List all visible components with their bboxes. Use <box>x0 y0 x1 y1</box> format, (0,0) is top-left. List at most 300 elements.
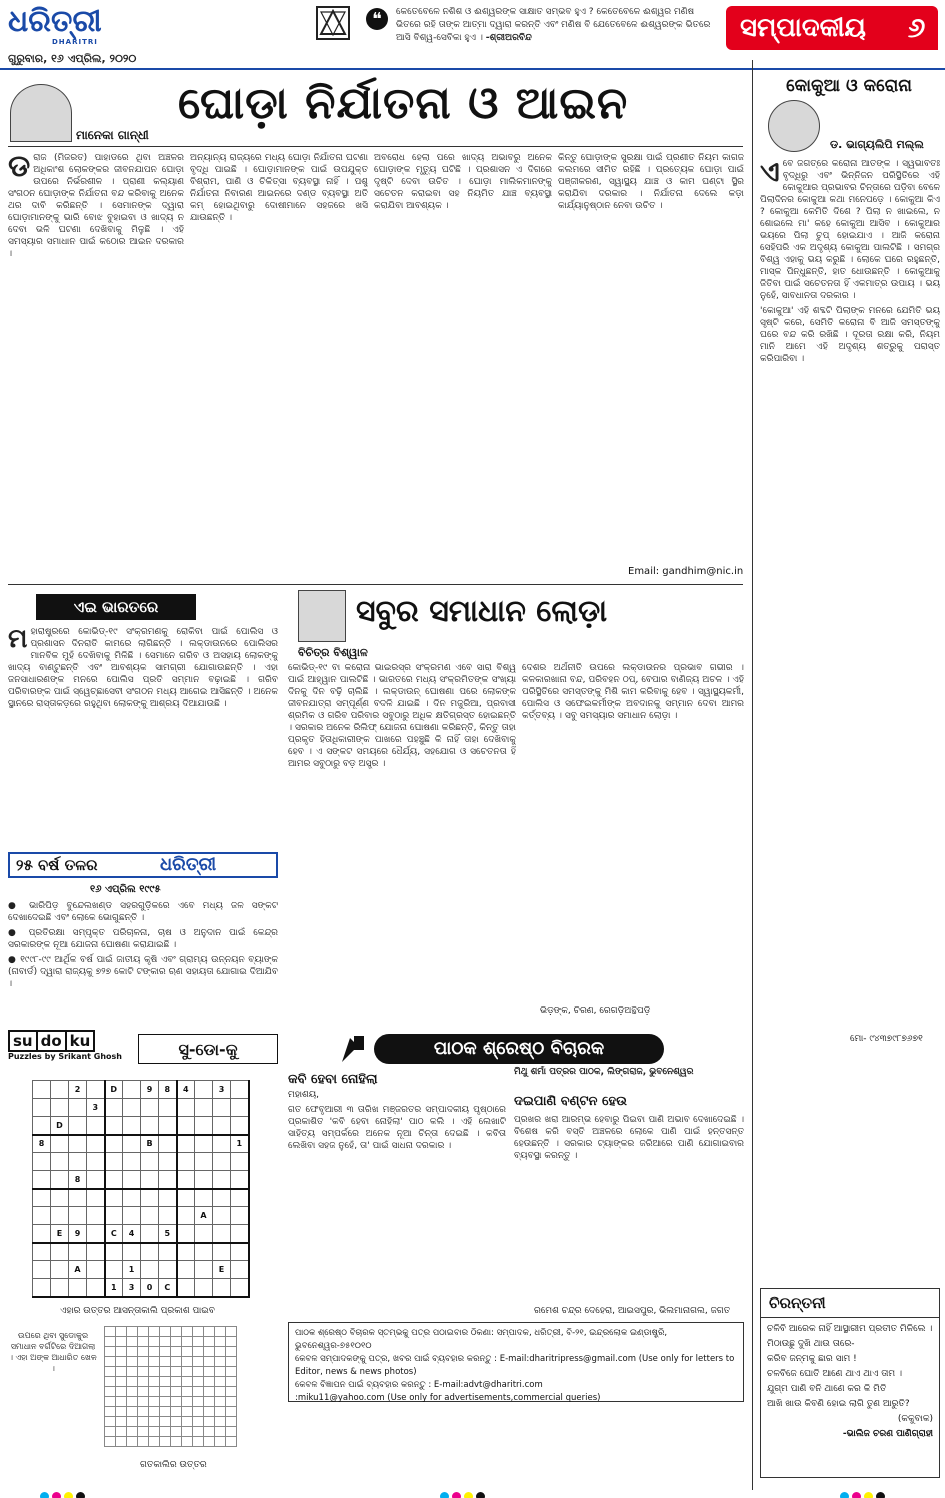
footer-email-1: କେବଳ ସମ୍ପାଦକଙ୍କୁ ପତ୍ର, ଖବର ପାଇଁ ବ୍ୟବହାର କରନ୍ତୁ : E-mail:dharitripress@gmail.com (Use only for letters to Editor, news & news photos) <box>295 1354 735 1377</box>
sudoku-solution-label: ଗତକାଲିର ଉତ୍ତର <box>140 1460 207 1470</box>
yellow-dot-icon <box>864 1492 873 1498</box>
solution-cell <box>116 1427 127 1437</box>
emblem-icon <box>316 6 350 40</box>
editorial-email: Email: gandhim@nic.in <box>628 566 744 577</box>
sudoku-cell <box>69 1135 87 1153</box>
sudoku-cell <box>105 1171 123 1189</box>
sudoku-cell <box>33 1225 51 1243</box>
solution-cell <box>204 1327 215 1337</box>
solution-cell <box>215 1377 226 1387</box>
quote-author: -ଶ୍ରୀଅରବିନ୍ଦ <box>485 33 532 43</box>
sudoku-cell <box>87 1225 105 1243</box>
solution-row <box>105 1337 237 1347</box>
section-badge: ସମ୍ପାଦକୀୟ <box>726 6 938 50</box>
solution-cell <box>138 1437 149 1447</box>
cyan-dot-icon <box>440 1492 449 1498</box>
solution-cell <box>193 1437 204 1447</box>
sudoku-cell <box>105 1189 123 1207</box>
sudoku-cell <box>51 1261 69 1279</box>
solution-cell <box>171 1357 182 1367</box>
solution-cell <box>215 1437 226 1447</box>
solution-cell <box>116 1397 127 1407</box>
column-sign: ଭିଡ଼ଙ୍କ, ଚିରଣ, ରେଗଡ଼ିଅନ୍ଥିପଡ଼ି <box>540 1006 651 1016</box>
solution-cell <box>171 1437 182 1447</box>
solution-cell <box>105 1337 116 1347</box>
sudoku-cell <box>87 1153 105 1171</box>
date-line: ଗୁରୁବାର, ୧୬ ଏପ୍ରିଲ, ୨୦୨୦ <box>8 52 137 65</box>
solution-row <box>105 1387 237 1397</box>
sudoku-cell <box>159 1189 177 1207</box>
archive-title: ୨୫ ବର୍ଷ ତଳର <box>16 856 98 874</box>
solution-cell <box>160 1357 171 1367</box>
sudoku-cell <box>159 1207 177 1225</box>
sudoku-cell <box>33 1117 51 1135</box>
solution-cell <box>138 1417 149 1427</box>
letter-2-sign: ରମେଶ ଚନ୍ଦ୍ର ଦେହେରା, ଆଇସପୁର, ଭିଲମାନାଗଲ, ଜଗତ <box>534 1306 731 1316</box>
solution-cell <box>171 1427 182 1437</box>
sudoku-row <box>33 1135 249 1153</box>
yellow-dot-icon <box>464 1492 473 1498</box>
solution-cell <box>127 1337 138 1347</box>
solution-cell <box>127 1407 138 1417</box>
solution-cell <box>215 1367 226 1377</box>
newspaper-logo: ଧରିତ୍ରୀ <box>8 4 102 39</box>
sudoku-row <box>33 1117 249 1135</box>
solution-cell <box>105 1367 116 1377</box>
quote-text: କେତେବେଳେ ନଶିଶ ଓ ଈଶ୍ୱରଙ୍କ ସାକ୍ଷାତ ସମ୍ଭବ ହୁଏ ? କେତେବେଳେ ଈଶ୍ୱର ମଣିଷ ଭିତରେ ରହି ତାଙ୍କ ଆତ୍ମା ଦ୍ୱାରା କରନ୍ତି ଏବଂ ମଣିଷ ବି ଯେତେବେଳେ ଈଶ୍ୱରଙ୍କ ଭିତରେ ଆସି ବିଶ୍ୱ-ସେବିକା ହୁଏ । <box>396 7 711 43</box>
solution-cell <box>149 1437 160 1447</box>
solution-cell <box>182 1357 193 1367</box>
page-number: ୬ <box>907 11 926 44</box>
sudoku-cell <box>51 1081 69 1099</box>
masthead <box>0 0 945 68</box>
solution-cell <box>127 1397 138 1407</box>
solution-cell <box>171 1397 182 1407</box>
sudoku-cell <box>123 1099 141 1117</box>
editorial-author: ମାନେକା ଗାନ୍ଧୀ <box>76 128 149 142</box>
sudoku-cell <box>105 1207 123 1225</box>
solution-cell <box>105 1377 116 1387</box>
solution-cell <box>171 1347 182 1357</box>
solution-cell <box>138 1427 149 1437</box>
sudoku-board <box>32 1080 250 1298</box>
solution-row <box>105 1367 237 1377</box>
solution-cell <box>204 1337 215 1347</box>
sudoku-cell <box>159 1153 177 1171</box>
solution-cell <box>182 1427 193 1437</box>
letter-2-title: ଦଇପାଣି ବଣ୍ଟନ ହେଉ <box>514 1094 627 1109</box>
solution-cell <box>105 1387 116 1397</box>
chirantani-source: (କକୁବାକ) <box>897 1414 933 1424</box>
sudoku-cell <box>213 1243 231 1261</box>
solution-cell <box>149 1427 160 1437</box>
sudoku-cell: C <box>105 1225 123 1243</box>
column-author: ବିଚିତ୍ର ବିଶ୍ୱାଳ <box>298 646 368 659</box>
solution-cell <box>138 1337 149 1347</box>
quote-box <box>366 6 711 54</box>
solution-cell <box>138 1397 149 1407</box>
sudoku-cell: 0 <box>141 1279 159 1297</box>
sudoku-cell <box>69 1117 87 1135</box>
solution-cell <box>160 1387 171 1397</box>
editorial-column-1 <box>8 152 184 582</box>
chirantani-line: ଆଖି ଖାଉ କିବଣି ହୋଇ ଲାଗି ତୁଣ ଆରୁତି? <box>767 1399 910 1409</box>
solution-cell <box>215 1387 226 1397</box>
solution-cell <box>226 1387 237 1397</box>
sudoku-cell <box>213 1207 231 1225</box>
solution-cell <box>149 1367 160 1377</box>
sudoku-cell <box>195 1279 213 1297</box>
sudoku-cell <box>231 1225 249 1243</box>
sudoku-solution-grid <box>104 1326 237 1447</box>
sudoku-cell <box>87 1117 105 1135</box>
sudoku-cell <box>231 1207 249 1225</box>
drop-cap: ଡ <box>8 152 31 184</box>
solution-row <box>105 1417 237 1427</box>
sudoku-cell <box>51 1135 69 1153</box>
sudoku-cell <box>33 1081 51 1099</box>
sudoku-cell <box>195 1153 213 1171</box>
solution-cell <box>182 1407 193 1417</box>
sudoku-cell <box>159 1099 177 1117</box>
solution-cell <box>149 1357 160 1367</box>
sudoku-cell <box>105 1243 123 1261</box>
letter-2-body: ପ୍ରଖର ଖରା ଆରମ୍ଭ ହେବାରୁ ପିଇବା ପାଣି ଅଭାବ ଦେଖାଦେଇଛି । ବିଶେଷ କରି ବସ୍ତି ଅଞ୍ଚଳରେ ଲୋକେ ପାଣି ପାଇଁ ହନ୍ତସନ୍ତ ହେଉଛନ୍ତି । ସରକାର ଟ୍ୟାଙ୍କର ଜରିଆରେ ପାଣି ଯୋଗାଇବାର ବ୍ୟବସ୍ଥା କରନ୍ତୁ । <box>514 1115 744 1161</box>
column-author-photo <box>298 590 346 642</box>
sudoku-cell <box>87 1081 105 1099</box>
solution-cell <box>127 1347 138 1357</box>
solution-row <box>105 1397 237 1407</box>
solution-cell <box>116 1437 127 1447</box>
sudoku-cell <box>33 1189 51 1207</box>
sudoku-row <box>33 1261 249 1279</box>
solution-cell <box>116 1367 127 1377</box>
sudoku-cell <box>69 1279 87 1297</box>
solution-cell <box>149 1397 160 1407</box>
sudoku-cell <box>123 1117 141 1135</box>
solution-cell <box>105 1397 116 1407</box>
sudoku-cell <box>195 1171 213 1189</box>
sudoku-cell <box>69 1153 87 1171</box>
archive-item: ● ଭାରିପିଡ଼ ବୁନ୍ଦେଲଖଣ୍ଡ ସହରଗୁଡ଼ିକରେ ଏବେ ମଧ୍ୟ ଜଳ ସଙ୍କଟ ଦେଖାଦେଇଛି ଏବଂ ଲୋକେ ଭୋଗୁଛନ୍ତି । <box>8 901 278 923</box>
quote-mark-icon: ❝ <box>366 8 388 30</box>
sudoku-cell <box>87 1279 105 1297</box>
footer-email-2: କେବଳ ବିଜ୍ଞାପନ ପାଇଁ ବ୍ୟବହାର କରନ୍ତୁ : E-mail:advt@dharitri.com <box>295 1380 543 1390</box>
sudoku-cell <box>51 1153 69 1171</box>
sudoku-cell <box>141 1243 159 1261</box>
solution-cell <box>193 1337 204 1347</box>
solution-cell <box>160 1437 171 1447</box>
solution-cell <box>160 1327 171 1337</box>
solution-cell <box>105 1417 116 1427</box>
sudoku-solution-board <box>104 1326 237 1447</box>
sudoku-cell <box>195 1117 213 1135</box>
sudoku-cell <box>105 1153 123 1171</box>
sudoku-cell: 4 <box>177 1081 195 1099</box>
solution-row <box>105 1357 237 1367</box>
sudoku-logo-part: ku <box>67 1030 96 1052</box>
solution-cell <box>149 1337 160 1347</box>
sudoku-cell <box>231 1171 249 1189</box>
sudoku-cell <box>141 1099 159 1117</box>
sudoku-cell: 8 <box>159 1081 177 1099</box>
side-article-text-2: 'କୋକୁଆ' ଏହି ଶବ୍ଦଟି ପିଲାଙ୍କ ମନରେ ଯେମିତି ଭୟ ସୃଷ୍ଟି କରେ, ସେମିତି କରୋନା ବି ଆଜି ସମସ୍ତଙ୍କୁ ଘରେ ବନ୍ଦ କରି ରଖିଛି । ଦୂରତା ରକ୍ଷା କରି, ନିୟମ ମାନି ଆମେ ଏହି ଅଦୃଶ୍ୟ ଶତ୍ରୁକୁ ପରାସ୍ତ କରିପାରିବା । <box>760 306 940 364</box>
sudoku-cell <box>87 1135 105 1153</box>
sudoku-cell <box>105 1261 123 1279</box>
solution-cell <box>204 1437 215 1447</box>
solution-cell <box>193 1347 204 1357</box>
solution-cell <box>138 1327 149 1337</box>
editorial-body-2: ଅନ୍ୟାନ୍ୟ ରାଜ୍ୟରେ ମଧ୍ୟ ଘୋଡ଼ା ନିର୍ଯାତନା ଘଟଣା ବୃଦ୍ଧି ପାଇଛି । ଘୋଡ଼ାମାନଙ୍କ ପାଇଁ ଉପଯୁକ୍ତ ବିଶ୍ରାମ, ପାଣି ଓ ଚିକିତ୍ସା ବ୍ୟବସ୍ଥା ନାହିଁ । ପଶୁ ନିର୍ଯାତନା ନିବାରଣ ଆଇନରେ ଦଣ୍ଡ ବ୍ୟବସ୍ଥା ଅତି କମ୍ ହୋଇଥିବାରୁ ଦୋଷୀମାନେ ସହଜରେ ଖସି ଯାଉଛନ୍ତି । <box>190 153 368 223</box>
solution-cell <box>215 1337 226 1347</box>
solution-cell <box>127 1437 138 1447</box>
solution-cell <box>138 1377 149 1387</box>
sudoku-cell <box>33 1153 51 1171</box>
sudoku-cell <box>123 1207 141 1225</box>
solution-cell <box>149 1377 160 1387</box>
sudoku-cell <box>123 1243 141 1261</box>
sudoku-row <box>33 1171 249 1189</box>
sudoku-cell: 2 <box>69 1081 87 1099</box>
sudoku-cell <box>123 1081 141 1099</box>
sudoku-cell <box>177 1135 195 1153</box>
sudoku-cell <box>141 1225 159 1243</box>
sudoku-row <box>33 1099 249 1117</box>
sudoku-cell <box>105 1135 123 1153</box>
solution-cell <box>226 1357 237 1367</box>
sudoku-grid <box>32 1080 250 1298</box>
sudoku-cell <box>51 1279 69 1297</box>
solution-cell <box>138 1357 149 1367</box>
solution-cell <box>160 1427 171 1437</box>
solution-cell <box>105 1437 116 1447</box>
chirantani-line: ଯୁଗ୍ମ ପାଣି ବନି ଥାଣେ କର କି ମିତି <box>767 1384 887 1394</box>
sudoku-cell <box>123 1171 141 1189</box>
solution-cell <box>127 1327 138 1337</box>
solution-cell <box>193 1377 204 1387</box>
sudoku-cell <box>33 1171 51 1189</box>
solution-cell <box>182 1387 193 1397</box>
column-body-1: କୋଭିଡ୍-୧୯ ବା କରୋନା ଭାଇରସ୍ର ସଂକ୍ରମଣ ଏବେ ସାରା ବିଶ୍ୱ ପାଇଁ ଆହ୍ୱାନ ପାଲଟିଛି । ଭାରତରେ ମଧ୍ୟ ସଂକ୍ରମିତଙ୍କ ସଂଖ୍ୟା ଦିନକୁ ଦିନ ବଢ଼ି ଚାଲିଛି । ଲକ୍ଡାଉନ୍ ଘୋଷଣା ପରେ ଲୋକଙ୍କ ଜୀବନଯାତ୍ରା ସମ୍ପୂର୍ଣ୍ଣ ବଦଳି ଯାଇଛି । ଦିନ ମଜୁରିଆ, ପ୍ରବାସୀ ଶ୍ରମିକ ଓ ଗରିବ ପରିବାର ସବୁଠାରୁ ଅଧିକ କ୍ଷତିଗ୍ରସ୍ତ ହୋଇଛନ୍ତି । ସରକାର ଅନେକ ରିଲିଫ୍ ଯୋଜନା ଘୋଷଣା କରିଛନ୍ତି, କିନ୍ତୁ ତାହା ପ୍ରକୃତ ହିତାଧିକାରୀଙ୍କ ପାଖରେ ପହଞ୍ଚୁଛି କି ନାହିଁ ତାହା ଦେଖିବାକୁ ହେବ । ଏ ସଙ୍କଟ ସମୟରେ ଧୈର୍ଯ୍ୟ, ସହଯୋଗ ଓ ସଚେତନତା ହିଁ ଆମର ସବୁଠାରୁ ବଡ଼ ଅସ୍ତ୍ର । <box>288 663 516 769</box>
sudoku-cell <box>141 1117 159 1135</box>
sudoku-cell <box>213 1117 231 1135</box>
sudoku-cell: 8 <box>69 1171 87 1189</box>
solution-cell <box>193 1387 204 1397</box>
solution-cell <box>193 1427 204 1437</box>
solution-cell <box>226 1347 237 1357</box>
black-dot-icon <box>476 1492 485 1498</box>
chirantani-title: ଚିରନ୍ତନୀ <box>761 1289 939 1318</box>
sudoku-cell <box>177 1099 195 1117</box>
sudoku-cell <box>141 1171 159 1189</box>
sudoku-cell <box>141 1153 159 1171</box>
solution-cell <box>127 1417 138 1427</box>
sudoku-cell <box>177 1261 195 1279</box>
sudoku-cell <box>69 1207 87 1225</box>
sudoku-cell: 4 <box>123 1225 141 1243</box>
archive-item: ● ୧୯୯୮-୯୯ ଆର୍ଥିକ ବର୍ଷ ପାଇଁ ଜାତୀୟ କୃଷି ଏବଂ ଗ୍ରାମ୍ୟ ଉନ୍ନୟନ ବ୍ୟାଙ୍କ (ନାବାର୍ଡ) ଦ୍ୱାରା ରାଜ୍ୟକୁ ୭୨୭ କୋଟି ଟଙ୍କାର ଋଣ ସହାୟତା ଯୋଗାଇ ଦିଆଯିବ । <box>8 955 278 989</box>
solution-cell <box>160 1377 171 1387</box>
sudoku-cell <box>195 1261 213 1279</box>
sudoku-cell <box>123 1189 141 1207</box>
sudoku-cell: D <box>105 1081 123 1099</box>
sudoku-cell <box>213 1171 231 1189</box>
sudoku-cell: 1 <box>105 1279 123 1297</box>
solution-cell <box>138 1347 149 1357</box>
ei-bharatare-drop-cap: ମ <box>8 626 28 654</box>
chirantani-line: ମିଠାଉଛୁ ଦୁଖି ଥାଉ ତାରେ- <box>767 1339 855 1349</box>
sudoku-cell <box>141 1189 159 1207</box>
sudoku-cell <box>33 1261 51 1279</box>
sudoku-cell <box>87 1207 105 1225</box>
solution-cell <box>116 1377 127 1387</box>
sudoku-cell <box>141 1207 159 1225</box>
solution-cell <box>215 1407 226 1417</box>
solution-cell <box>160 1347 171 1357</box>
solution-cell <box>149 1327 160 1337</box>
solution-row <box>105 1407 237 1417</box>
solution-cell <box>171 1407 182 1417</box>
sudoku-cell: 9 <box>69 1225 87 1243</box>
solution-cell <box>138 1387 149 1397</box>
magenta-dot-icon <box>52 1492 61 1498</box>
solution-cell <box>215 1427 226 1437</box>
solution-cell <box>160 1407 171 1417</box>
sudoku-row <box>33 1207 249 1225</box>
solution-cell <box>204 1427 215 1437</box>
archive-item: ● ପ୍ରତିରକ୍ଷା ସମ୍ପୃକ୍ତ ପରିଚାଳନା, ଚାଷ ଓ ଅନୁଦାନ ପାଇଁ କେନ୍ଦ୍ର ସରକାରଙ୍କ ନୂଆ ଯୋଜନା ଘୋଷଣା କରାଯାଇଛି । <box>8 928 278 950</box>
solution-cell <box>160 1417 171 1427</box>
sudoku-cell: 3 <box>213 1081 231 1099</box>
solution-cell <box>105 1327 116 1337</box>
sudoku-cell <box>177 1153 195 1171</box>
sudoku-cell <box>69 1189 87 1207</box>
solution-cell <box>182 1437 193 1447</box>
solution-cell <box>193 1367 204 1377</box>
column-body-2: ଦେଶର ଅର୍ଥନୀତି ଉପରେ ଲକ୍ଡାଉନର ପ୍ରଭାବ ଗଭୀର । କଳକାରଖାନା ବନ୍ଦ, ପରିବହନ ଠପ୍, ବେପାର ବାଣିଜ୍ୟ ଅଚଳ । ଏହି ପରିସ୍ଥିତିରେ ସମସ୍ତଙ୍କୁ ମିଶି କାମ କରିବାକୁ ହେବ । ସ୍ୱାସ୍ଥ୍ୟକର୍ମୀ, ପୋଲିସ ଓ ସଫେଇକର୍ମୀଙ୍କ ଅବଦାନକୁ ସମ୍ମାନ ଦେବା ଆମର କର୍ତ୍ତବ୍ୟ । ସବୁ ସମସ୍ୟାର ସମାଧାନ ଲୋଡ଼ା । <box>522 663 744 721</box>
solution-cell <box>149 1417 160 1427</box>
archive-date: ୧୬ ଏପ୍ରିଲ ୧୯୯୫ <box>90 884 161 895</box>
sudoku-cell <box>159 1261 177 1279</box>
editorial-column-2 <box>190 152 368 582</box>
sudoku-cell <box>177 1225 195 1243</box>
magenta-dot-icon <box>452 1492 461 1498</box>
solution-cell <box>226 1337 237 1347</box>
sudoku-cell <box>159 1117 177 1135</box>
solution-row <box>105 1437 237 1447</box>
sudoku-row <box>33 1225 249 1243</box>
sudoku-cell <box>195 1243 213 1261</box>
sudoku-cell <box>33 1279 51 1297</box>
sudoku-cell <box>51 1207 69 1225</box>
solution-cell <box>193 1397 204 1407</box>
solution-cell <box>105 1357 116 1367</box>
sudoku-row <box>33 1279 249 1297</box>
sudoku-cell: E <box>51 1225 69 1243</box>
sudoku-cell <box>213 1153 231 1171</box>
sudoku-cell <box>177 1279 195 1297</box>
sudoku-credit: Puzzles by Srikant Ghosh <box>8 1052 122 1061</box>
editorial-column-3 <box>374 152 552 582</box>
sudoku-cell <box>69 1099 87 1117</box>
solution-cell <box>204 1377 215 1387</box>
solution-cell <box>204 1357 215 1367</box>
solution-cell <box>116 1347 127 1357</box>
archive-header <box>8 852 278 878</box>
sudoku-cell <box>213 1135 231 1153</box>
side-author-photo <box>768 100 820 152</box>
solution-cell <box>182 1337 193 1347</box>
sudoku-cell: B <box>141 1135 159 1153</box>
masthead-rule <box>0 68 945 70</box>
newspaper-logo-sub: DHARITRI <box>52 38 98 46</box>
author-photo <box>10 84 72 142</box>
editorial-column-4 <box>558 152 744 562</box>
archive-logo: ଧରିତ୍ରୀ <box>160 854 217 875</box>
solution-cell <box>182 1397 193 1407</box>
sudoku-cell <box>177 1117 195 1135</box>
solution-cell <box>171 1327 182 1337</box>
editorial-headline: ଘୋଡ଼ା ନିର୍ଯାତନା ଓ ଆଇନ <box>178 78 629 129</box>
solution-cell <box>193 1357 204 1367</box>
footer-address: ପାଠକ ଶ୍ରେଷ୍ଠ ବିଚାରକ ସ୍ତମ୍ଭକୁ ପତ୍ର ପଠାଇବାର ଠିକଣା: ସମ୍ପାଦକ, ଧରିତ୍ରୀ, ବି-୨୧, ଇନ୍ଦ୍ରଲୋକ ଇଣ୍ଡାଷ୍ଟ୍ରି, ଭୁବନେଶ୍ୱର-୭୫୧୦୧୦ <box>295 1328 668 1351</box>
solution-cell <box>226 1367 237 1377</box>
quill-icon <box>340 1034 366 1064</box>
sudoku-cell <box>33 1099 51 1117</box>
sudoku-cell: 3 <box>87 1099 105 1117</box>
solution-cell <box>226 1407 237 1417</box>
cyan-dot-icon <box>840 1492 849 1498</box>
solution-cell <box>226 1377 237 1387</box>
letter-1-sign: ମିଥୁ ଶର୍ମା ପତ୍ରର ପାଠକ, ଲିଙ୍ଗରାଜ, ଭୁବନେଶ୍ୱର <box>514 1067 694 1077</box>
letter-1-title: କବି ହେବା ନୋହିଲା <box>288 1072 378 1087</box>
column-headline: ସବୁର ସମାଧାନ ଲୋଡ଼ା <box>356 594 608 629</box>
solution-cell <box>171 1337 182 1347</box>
solution-cell <box>182 1377 193 1387</box>
sudoku-cell <box>213 1099 231 1117</box>
editorial-bottom-rule <box>8 584 743 585</box>
solution-cell <box>138 1367 149 1377</box>
solution-row <box>105 1427 237 1437</box>
sudoku-cell <box>105 1117 123 1135</box>
solution-cell <box>138 1407 149 1417</box>
sudoku-cell <box>177 1207 195 1225</box>
registration-marks <box>440 1486 488 1498</box>
sudoku-cell: 3 <box>123 1279 141 1297</box>
solution-cell <box>204 1347 215 1357</box>
sudoku-cell <box>159 1171 177 1189</box>
sudoku-cell <box>231 1153 249 1171</box>
chirantani-line: କରିବ ଜନ୍ମକୁ ଛାର ସାମ ! <box>767 1354 857 1364</box>
solution-cell <box>182 1367 193 1377</box>
sudoku-cell <box>177 1243 195 1261</box>
sudoku-logo-part: do <box>38 1030 67 1052</box>
black-dot-icon <box>76 1492 85 1498</box>
solution-row <box>105 1347 237 1357</box>
chirantani-box <box>760 1288 940 1478</box>
sudoku-cell: 8 <box>33 1135 51 1153</box>
solution-cell <box>160 1337 171 1347</box>
sudoku-cell <box>123 1153 141 1171</box>
solution-cell <box>149 1347 160 1357</box>
sudoku-cell <box>69 1243 87 1261</box>
solution-cell <box>204 1387 215 1397</box>
sudoku-cell <box>159 1135 177 1153</box>
chirantani-lines <box>761 1318 939 1446</box>
solution-cell <box>116 1327 127 1337</box>
solution-cell <box>127 1387 138 1397</box>
sudoku-cell <box>141 1261 159 1279</box>
